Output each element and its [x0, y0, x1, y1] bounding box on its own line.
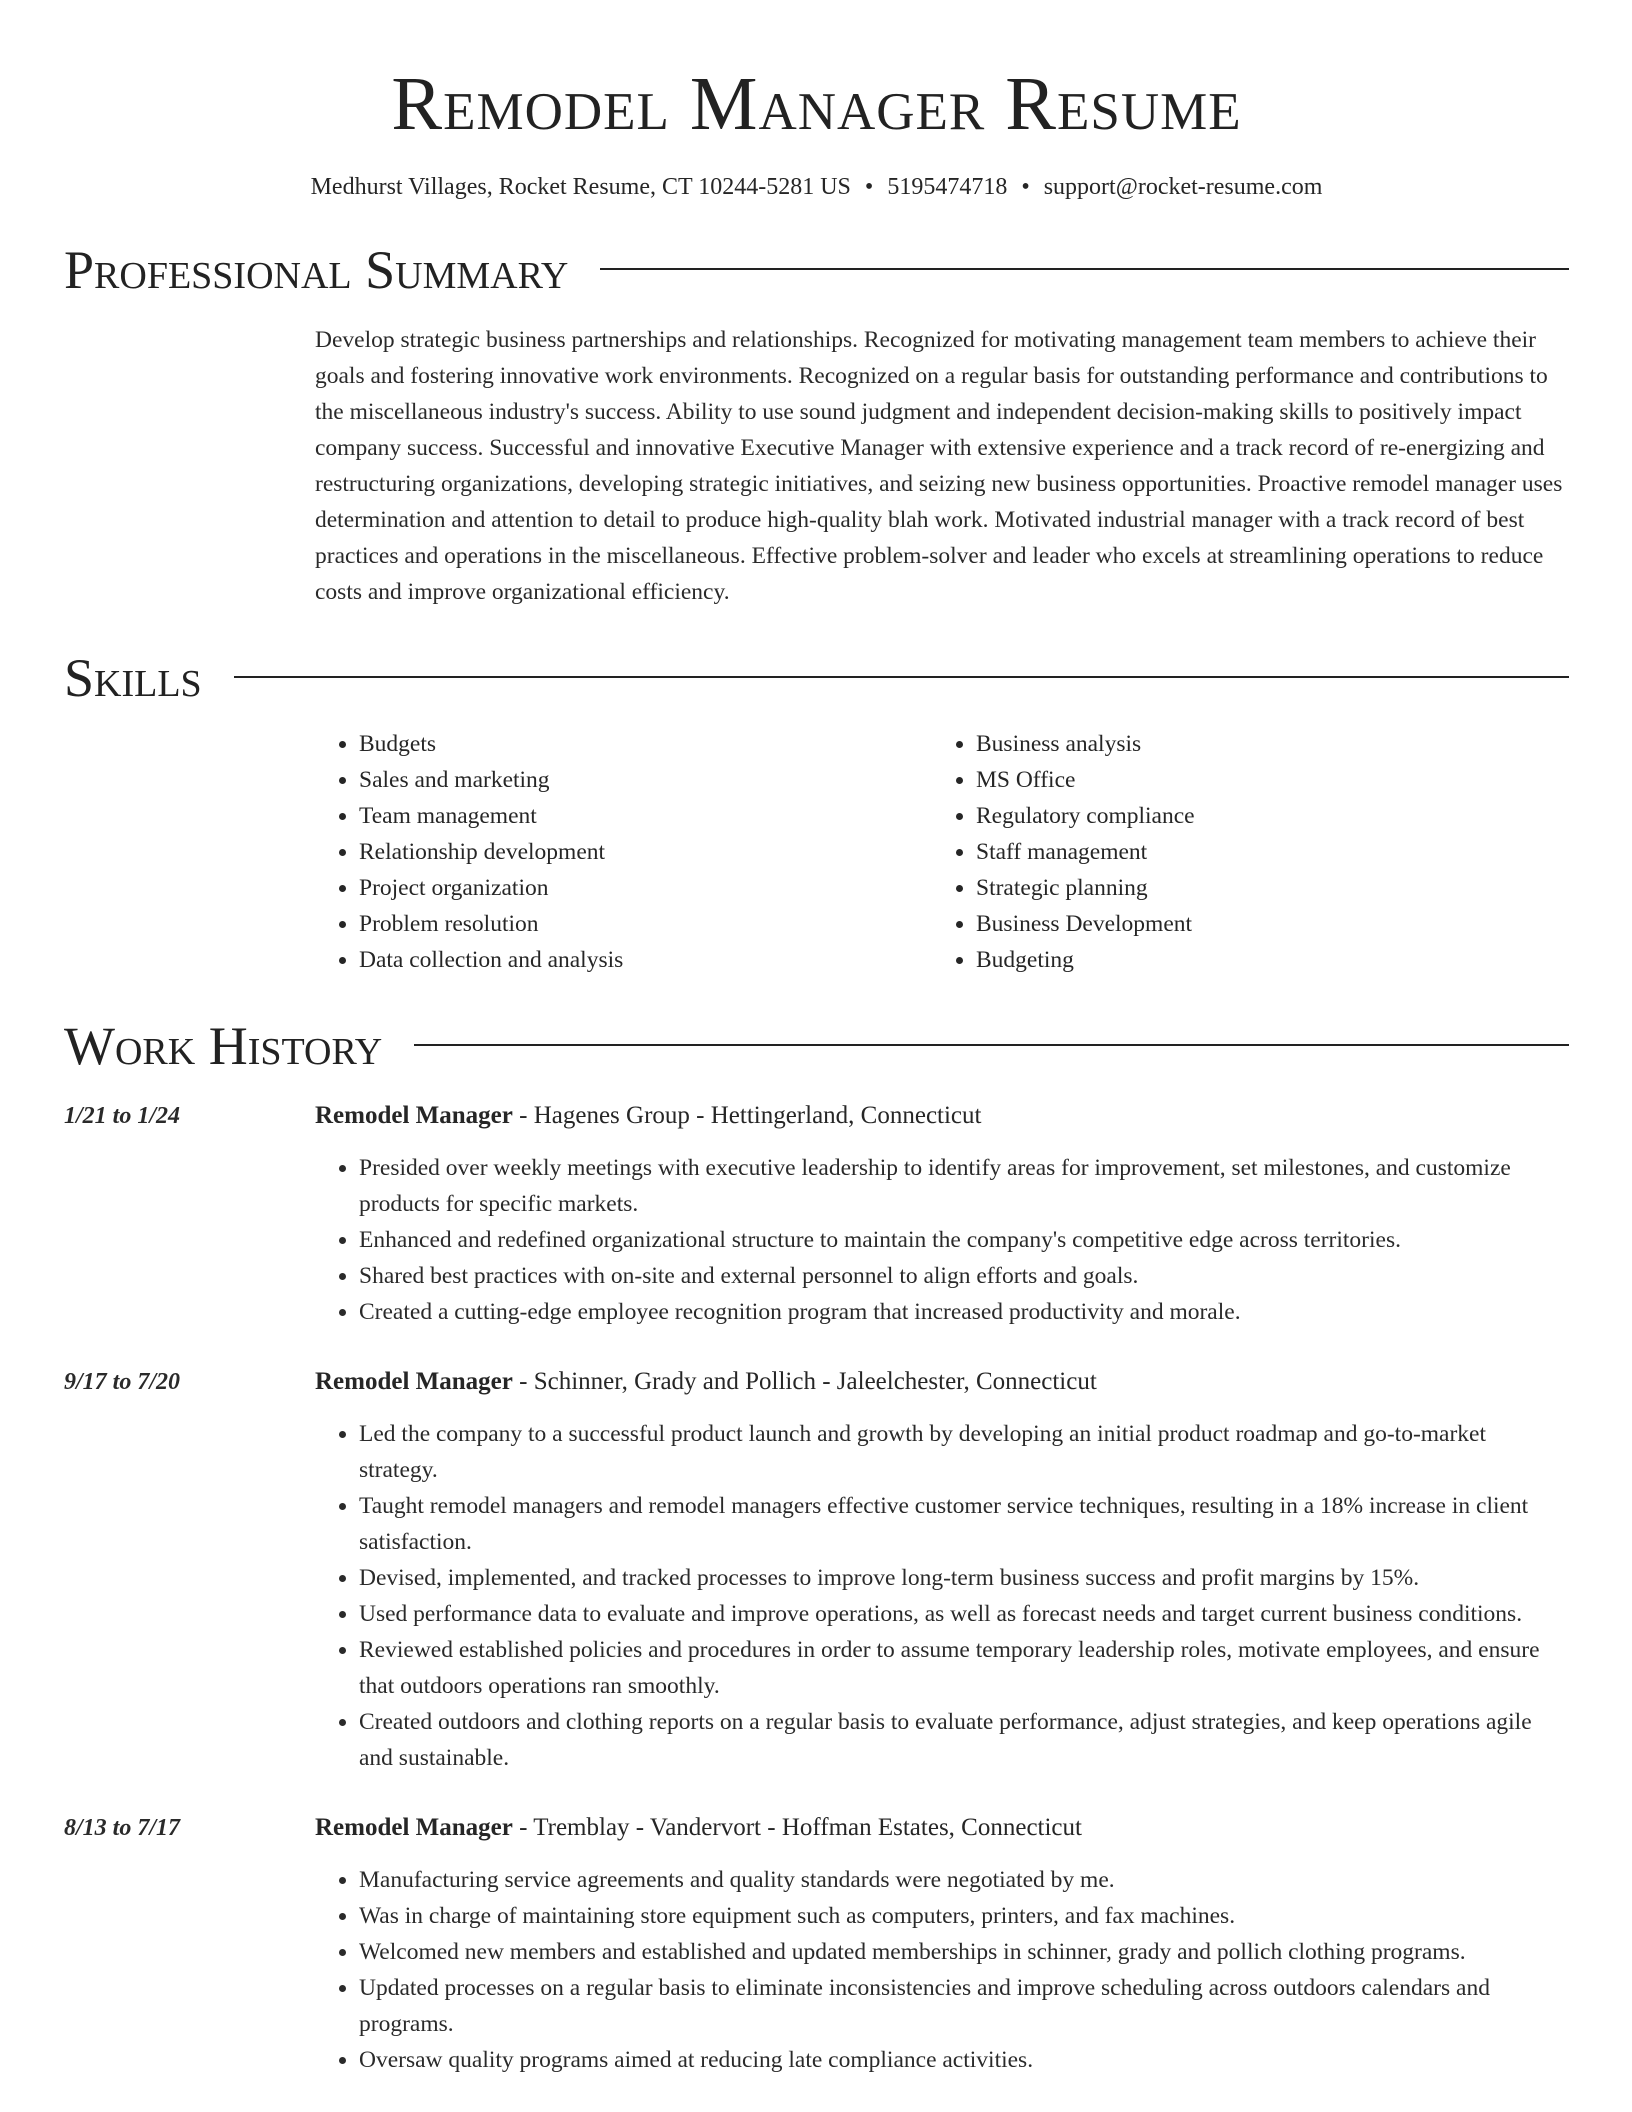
skill-item: • Strategic planning: [976, 870, 1549, 906]
section-divider: [414, 1044, 1569, 1046]
skill-item: • Regulatory compliance: [976, 798, 1549, 834]
job-employer: - Hagenes Group - Hettingerland, Connecticut: [512, 1102, 982, 1129]
job-bullets: [315, 1150, 1569, 1330]
job-bullet: • Shared best practices with on-site and external personnel to align efforts and goals.: [359, 1258, 1569, 1294]
resume-title: Remodel Manager Resume: [391, 62, 1242, 146]
skills-section-title: Skills: [64, 648, 202, 708]
job-bullet: • Enhanced and redefined organizational structure to maintain the company's competitive edge across territories.: [359, 1222, 1569, 1258]
skill-item: • Team management: [359, 798, 932, 834]
job-bullet: • Led the company to a successful product launch and growth by developing an initial product roadmap and go-to-market strategy.: [359, 1416, 1569, 1488]
summary-text: Develop strategic business partnerships and relationships. Recognized for motivating management team members to achieve their goals and fostering innovative work environments. Recognized on a regular basis for outstanding performance and contributions to the miscellaneous industry's success. Ability to use sound judgment and independent decision-making skills to positively impact company success. Successful and innovative Executive Manager with extensive experience and a track record of re-energizing and restructuring organizations, developing strategic initiatives, and seizing new business opportunities. Proactive remodel manager uses determination and attention to detail to produce high-quality blah work. Motivated industrial manager with a track record of best practices and operations in the miscellaneous. Effective problem-solver and leader who excels at streamlining operations to reduce costs and improve organizational efficiency.: [315, 327, 1563, 605]
contact-address: Medhurst Villages, Rocket Resume, CT 10244-5281 US: [310, 174, 851, 200]
job-heading: [315, 1810, 1569, 1846]
skill-item: • Business analysis: [976, 726, 1549, 762]
contact-separator: •: [1021, 174, 1030, 200]
job-bullet: • Updated processes on a regular basis to eliminate inconsistencies and improve scheduling across outdoors calendars and programs.: [359, 1970, 1569, 2042]
work-section-header: [64, 1016, 1569, 1076]
skills-column-left: [315, 726, 932, 978]
skill-item: • MS Office: [976, 762, 1549, 798]
job-bullet: • Welcomed new members and established and updated memberships in schinner, grady and pollich clothing programs.: [359, 1934, 1569, 1970]
contact-phone: 5195474718: [887, 174, 1008, 200]
summary-section-header: [64, 240, 1569, 300]
skill-item: • Budgets: [359, 726, 932, 762]
job-employer: - Tremblay - Vandervort - Hoffman Estates, Connecticut: [512, 1814, 1082, 1841]
skill-item: • Sales and marketing: [359, 762, 932, 798]
contact-email: support@rocket-resume.com: [1043, 174, 1323, 200]
skill-item: • Relationship development: [359, 834, 932, 870]
section-divider: [234, 676, 1569, 678]
job-heading: [315, 1098, 1569, 1134]
contact-separator: •: [864, 174, 874, 200]
skill-item: • Problem resolution: [359, 906, 932, 942]
job-bullet: • Was in charge of maintaining store equipment such as computers, printers, and fax machines.: [359, 1898, 1569, 1934]
job-bullet: • Manufacturing service agreements and quality standards were negotiated by me.: [359, 1862, 1569, 1898]
job-dates: 8/13 to 7/17: [64, 1815, 181, 1841]
job-title: Remodel Manager: [315, 1102, 513, 1129]
skill-item: • Staff management: [976, 834, 1549, 870]
job-bullet: • Created a cutting-edge employee recognition program that increased productivity and morale.: [359, 1294, 1569, 1330]
job-bullet: • Taught remodel managers and remodel managers effective customer service techniques, resulting in a 18% increase in client satisfaction.: [359, 1488, 1569, 1560]
job-dates: 1/21 to 1/24: [64, 1103, 181, 1129]
summary-section-title: Professional Summary: [64, 240, 569, 300]
job-bullet: • Devised, implemented, and tracked processes to improve long-term business success and profit margins by 15%.: [359, 1560, 1569, 1596]
job-bullet: • Presided over weekly meetings with executive leadership to identify areas for improvement, set milestones, and customize products for specific markets.: [359, 1150, 1569, 1222]
job-employer: - Schinner, Grady and Pollich - Jaleelchester, Connecticut: [512, 1368, 1097, 1395]
skills-list: [315, 726, 1569, 978]
job-details: [315, 1098, 1569, 1330]
skill-item: • Project organization: [359, 870, 932, 906]
job-bullet: • Created outdoors and clothing reports on a regular basis to evaluate performance, adjust strategies, and keep operations agile and sustainable.: [359, 1704, 1569, 1776]
contact-line: [64, 172, 1569, 202]
skill-item: • Budgeting: [976, 942, 1549, 978]
job-title: Remodel Manager: [315, 1814, 513, 1841]
job-bullet: • Reviewed established policies and procedures in order to assume temporary leadership roles, motivate employees, and ensure that outdoors operations ran smoothly.: [359, 1632, 1569, 1704]
job-entry: [64, 1810, 1569, 2078]
job-details: [315, 1364, 1569, 1776]
skill-item: • Data collection and analysis: [359, 942, 932, 978]
skill-item: • Business Development: [976, 906, 1549, 942]
job-entry: [64, 1364, 1569, 1776]
job-title: Remodel Manager: [315, 1368, 513, 1395]
job-entry: [64, 1098, 1569, 1330]
job-bullets: [315, 1862, 1569, 2078]
job-bullet: • Oversaw quality programs aimed at reducing late compliance activities.: [359, 2042, 1569, 2078]
skills-section-header: [64, 648, 1569, 708]
job-details: [315, 1810, 1569, 2078]
job-bullet: • Used performance data to evaluate and improve operations, as well as forecast needs and target current business conditions.: [359, 1596, 1569, 1632]
job-bullets: [315, 1416, 1569, 1776]
work-section-title: Work History: [64, 1016, 383, 1076]
section-divider: [600, 268, 1569, 270]
job-heading: [315, 1364, 1569, 1400]
job-dates: 9/17 to 7/20: [64, 1369, 181, 1395]
skills-column-right: [932, 726, 1549, 978]
